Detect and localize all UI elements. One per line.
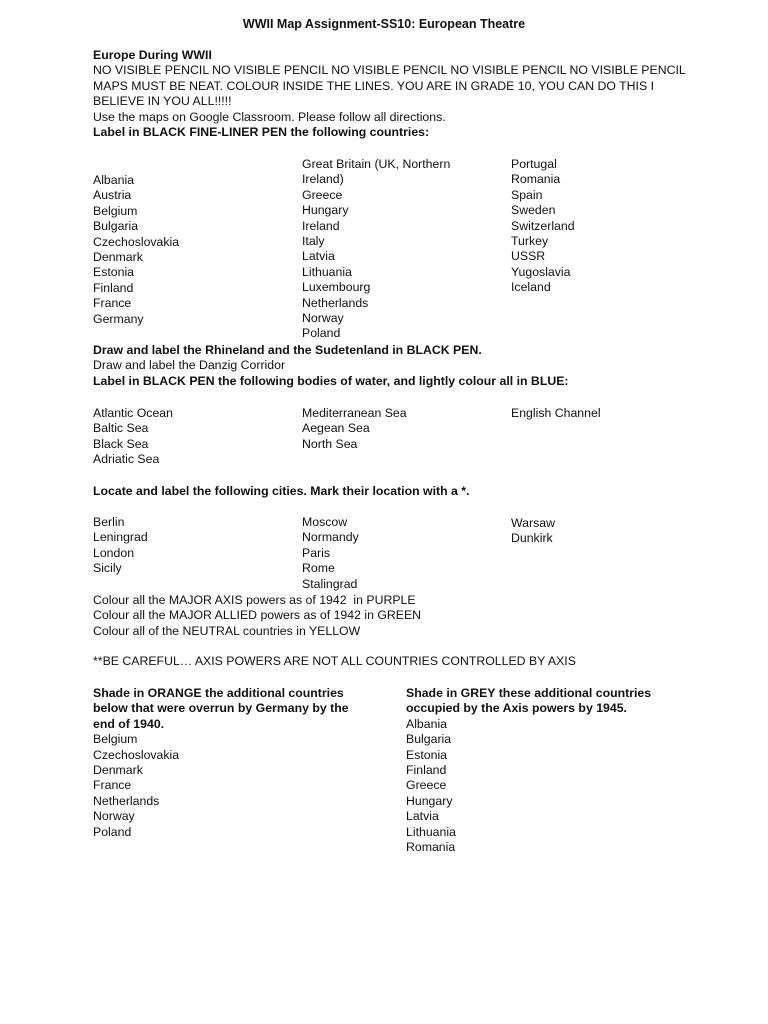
water-item: Atlantic Ocean	[93, 406, 173, 420]
orange-item: Denmark	[93, 763, 143, 778]
water-heading: Label in BLACK PEN the following bodies of water, and lightly colour all in BLUE:	[93, 373, 569, 388]
country-item: Finland	[93, 280, 134, 295]
country-item: Norway	[302, 311, 344, 326]
grey-item: Finland	[406, 763, 447, 778]
city-item: Stalingrad	[302, 576, 358, 591]
country-item: France	[93, 296, 132, 311]
countries-column-3	[511, 157, 711, 296]
grey-heading-line: occupied by the Axis powers by 1945.	[406, 701, 627, 716]
grey-section	[406, 686, 706, 855]
water-column-2	[302, 406, 502, 452]
water-item: Black Sea	[93, 436, 149, 451]
water-item: English Channel	[511, 406, 601, 420]
water-item: Mediterranean Sea	[302, 406, 407, 420]
country-item: Luxembourg	[302, 280, 371, 295]
countries-column-1	[93, 173, 293, 327]
grey-item: Romania	[406, 840, 456, 855]
grey-item: Lithuania	[406, 824, 456, 839]
city-item: Paris	[302, 545, 331, 560]
country-item: Estonia	[93, 265, 135, 280]
intro-section	[93, 48, 713, 140]
danzig-instruction: Draw and label the Danzig Corridor	[93, 358, 286, 373]
regions-instruction: Draw and label the Rhineland and the Sudetenland in BLACK PEN.	[93, 343, 482, 357]
city-item: Moscow	[302, 515, 348, 529]
water-item: North Sea	[302, 436, 358, 451]
intro-line: NO VISIBLE PENCIL NO VISIBLE PENCIL NO VISIBLE PENCIL NO VISIBLE PENCIL NO VISIBLE PENCIL	[93, 63, 686, 78]
water-column-3	[511, 406, 711, 421]
country-item: Sweden	[511, 203, 556, 218]
warning-text: **BE CAREFUL… AXIS POWERS ARE NOT ALL COUNTRIES CONTROLLED BY AXIS	[93, 654, 576, 669]
country-item: Albania	[93, 173, 135, 187]
countries-list	[93, 157, 713, 342]
country-item: Hungary	[302, 203, 349, 218]
city-item: Normandy	[302, 530, 359, 545]
grey-item: Bulgaria	[406, 732, 452, 747]
orange-item: Netherlands	[93, 793, 160, 808]
country-item: Ireland)	[302, 172, 344, 187]
orange-item: France	[93, 778, 132, 793]
country-item: Greece	[302, 187, 343, 202]
city-item: Dunkirk	[511, 531, 553, 546]
country-item: Yugoslavia	[511, 264, 571, 279]
country-item: Portugal	[511, 157, 557, 171]
cities-column-2	[302, 515, 502, 592]
country-item: Italy	[302, 234, 325, 249]
grey-item: Estonia	[406, 747, 448, 762]
colour-instruction: Colour all the MAJOR AXIS powers as of 1942 in PURPLE	[93, 593, 416, 607]
orange-item: Belgium	[93, 732, 138, 747]
cities-column-3	[511, 516, 711, 547]
grey-item: Albania	[406, 716, 448, 731]
colour-instruction: Colour all of the NEUTRAL countries in YELLOW	[93, 623, 361, 638]
cities-list	[93, 515, 713, 595]
country-item: Turkey	[511, 234, 549, 249]
country-item: Belgium	[93, 203, 138, 218]
country-item: Romania	[511, 172, 561, 187]
grey-item: Greece	[406, 778, 447, 793]
country-item: USSR	[511, 249, 546, 264]
orange-heading-line: end of 1940.	[93, 716, 165, 731]
city-item: Leningrad	[93, 530, 148, 545]
country-item: Bulgaria	[93, 219, 139, 234]
city-item: London	[93, 545, 135, 560]
document-title: WWII Map Assignment-SS10: European Theatre	[242, 17, 526, 31]
country-item: Netherlands	[302, 295, 369, 310]
country-item: Lithuania	[302, 264, 352, 279]
orange-section	[93, 686, 373, 840]
city-item: Berlin	[93, 515, 125, 529]
intro-line: Use the maps on Google Classroom. Please follow all directions.	[93, 109, 446, 124]
intro-line: MAPS MUST BE NEAT. COLOUR INSIDE THE LINES. YOU ARE IN GRADE 10, YOU CAN DO THIS I	[93, 78, 655, 93]
city-item: Warsaw	[511, 516, 555, 530]
country-item: Poland	[302, 326, 341, 341]
water-item: Baltic Sea	[93, 421, 149, 436]
city-item: Sicily	[93, 561, 122, 576]
grey-item: Latvia	[406, 809, 439, 824]
grey-heading-line: Shade in GREY these additional countries	[406, 686, 652, 700]
country-item: Spain	[511, 187, 543, 202]
regions-section	[93, 343, 713, 389]
countries-heading: Label in BLACK FINE-LINER PEN the following countries:	[93, 125, 430, 140]
country-item: Iceland	[511, 280, 551, 295]
country-item: Great Britain (UK, Northern	[302, 157, 451, 171]
orange-item: Poland	[93, 824, 132, 839]
intro-heading: Europe During WWII	[93, 48, 212, 62]
orange-heading-line: below that were overrun by Germany by the	[93, 701, 349, 716]
orange-item: Norway	[93, 809, 135, 824]
water-column-1	[93, 406, 293, 468]
country-item: Latvia	[302, 249, 335, 264]
colouring-section	[93, 593, 713, 670]
water-item: Adriatic Sea	[93, 452, 160, 467]
orange-item: Czechoslovakia	[93, 747, 180, 762]
cities-heading: Locate and label the following cities. Mark their location with a *.	[93, 484, 470, 498]
water-item: Aegean Sea	[302, 421, 370, 436]
colour-instruction: Colour all the MAJOR ALLIED powers as of 1942 in GREEN	[93, 608, 422, 623]
orange-heading-line: Shade in ORANGE the additional countries	[93, 686, 344, 700]
countries-column-2	[302, 157, 502, 342]
country-item: Denmark	[93, 250, 143, 265]
grey-item: Hungary	[406, 793, 453, 808]
intro-line: BELIEVE IN YOU ALL!!!!!	[93, 94, 232, 109]
country-item: Switzerland	[511, 218, 575, 233]
country-item: Ireland	[302, 218, 340, 233]
city-item: Rome	[302, 561, 335, 576]
water-list	[93, 406, 713, 470]
country-item: Czechoslovakia	[93, 234, 180, 249]
country-item: Germany	[93, 311, 144, 326]
country-item: Austria	[93, 188, 132, 203]
cities-column-1	[93, 515, 293, 577]
